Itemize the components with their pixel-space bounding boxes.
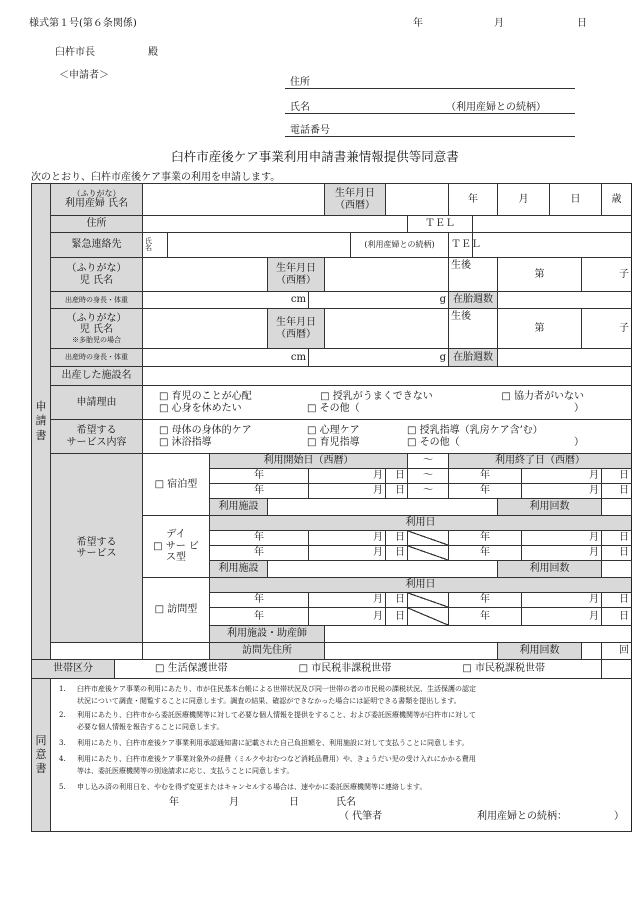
reason-no-helper-checkbox[interactable]: □ 協力者がいない: [501, 391, 584, 402]
form-number: 様式第１号(第６条関係): [29, 18, 137, 29]
day-month-2[interactable]: 月: [522, 531, 602, 546]
address-field[interactable]: [143, 216, 408, 233]
consent-section: [51, 679, 632, 832]
visit-month-4[interactable]: 月: [522, 608, 602, 626]
visit-day-4[interactable]: 日: [602, 608, 632, 626]
header-date-day: 日: [577, 18, 587, 29]
gestation-weeks-label-2: 在胎週数: [449, 349, 498, 367]
visit-day-1[interactable]: 日: [386, 593, 408, 608]
stay-count-label: 利用回数: [498, 499, 602, 516]
visit-month-2[interactable]: 月: [522, 593, 602, 608]
birth-facility-label: 出産した施設名: [51, 367, 143, 386]
reason-rest-checkbox[interactable]: □ 心身を休めたい: [159, 402, 242, 414]
day-count-label: 利用回数: [498, 561, 602, 578]
visit-count-field[interactable]: [582, 643, 602, 660]
day-day-1[interactable]: 日: [386, 531, 408, 546]
child-birthdate-field[interactable]: [325, 258, 449, 292]
day-use-date-header: 利用日: [210, 516, 632, 531]
visit-use-date-header: 利用日: [210, 578, 632, 593]
desired-content-options: [143, 420, 632, 454]
gestation-weeks-field[interactable]: [498, 292, 632, 309]
visit-spacer: [51, 643, 143, 660]
day-year-2[interactable]: 年: [449, 531, 522, 546]
visit-facility-field[interactable]: [325, 626, 632, 643]
day-count-field[interactable]: [602, 561, 632, 578]
consent-item-2: 2. 利用にあたり、臼杵市から委託医療機関等に対して必要な個人情報を提供をすること、および委託医療機関等が臼杵市に対して 必要な個人情報を報告することに同意します。: [59, 711, 476, 731]
stay-facility-field[interactable]: [268, 499, 498, 516]
applicant-phone-label: 電話番号: [290, 125, 330, 136]
sign-day[interactable]: 日: [289, 797, 299, 808]
stay-facility-label: 利用施設: [210, 499, 268, 516]
applicant-address-label: 住所: [290, 77, 310, 88]
consent-item-5: 5. 申し込み済の利用日を、やむを得ず変更またはキャンセルする場合は、速やかに委託医療機関等に連絡します。: [59, 783, 427, 791]
day-divider-2: [408, 546, 449, 561]
stay-end-day-1[interactable]: 日: [602, 469, 632, 484]
child-ordinal[interactable]: 第: [498, 258, 582, 292]
child-birthdate-label: 生年月日 （西暦）: [268, 258, 325, 292]
birth-facility-field[interactable]: [143, 367, 632, 386]
visit-address-label: 訪問先住所: [210, 643, 325, 660]
stay-count-field[interactable]: [602, 499, 632, 516]
stay-tilde-1: ～: [408, 469, 449, 484]
visit-month-1[interactable]: 月: [309, 593, 386, 608]
birth-height-field[interactable]: cm: [143, 292, 309, 309]
child-postnatal-label: 生後: [449, 258, 498, 292]
application-form-table: [31, 183, 632, 832]
stay-end-date-header: 利用終了日（西暦）: [449, 454, 632, 469]
stay-end-month-1[interactable]: 月: [522, 469, 602, 484]
visit-divider-1: [408, 593, 449, 608]
mother-name-label: （ふりがな） 利用産婦 氏名: [51, 184, 143, 216]
applicant-address-line: [285, 88, 575, 89]
reason-breastfeeding-checkbox[interactable]: □ 授乳がうまくできない: [320, 391, 433, 402]
desired-service-label: 希望する サービス: [51, 454, 143, 643]
consent-item-1: 1. 臼杵市産後ケア事業の利用にあたり、市が住民基本台帳による世帯状況及び同一世帯の者の市民税の課税状況、生活保護の認定 状況について調査・閲覧することに同意します。調査の結果、確認ができなかった場合には証明できる書類を提出します。: [59, 685, 476, 705]
visit-count-spacer: [143, 643, 210, 660]
birth-size-label: 出産時の身長・体重: [51, 292, 143, 309]
header-date-year: 年: [413, 18, 423, 29]
applicant-phone-line: [285, 136, 575, 137]
tel-label: ＴＥＬ: [408, 216, 473, 233]
child2-birthdate-label: 生年月日 （西暦）: [268, 309, 325, 349]
stay-start-day-2[interactable]: 日: [386, 484, 408, 499]
applicant-label: ＜申請者＞: [59, 70, 109, 81]
visit-day-3[interactable]: 日: [386, 608, 408, 626]
birth-size-label-2: 出産時の身長・体重: [51, 349, 143, 367]
intro-text: 次のとおり、臼杵市産後ケア事業の利用を申請します。: [31, 172, 281, 183]
stay-type-checkbox[interactable]: □ 宿泊型: [143, 454, 210, 516]
child-name-field[interactable]: [143, 258, 268, 292]
day-year-3[interactable]: 年: [210, 546, 309, 561]
mother-birth-day[interactable]: 日: [550, 184, 602, 216]
reason-worried-checkbox[interactable]: □ 育児のことが心配: [159, 391, 252, 402]
stay-end-year-2[interactable]: 年: [449, 484, 522, 499]
day-month-1[interactable]: 月: [309, 531, 386, 546]
visit-facility-label: 利用施設・助産師: [210, 626, 325, 643]
visit-day-2[interactable]: 日: [602, 593, 632, 608]
stay-tilde-2: ～: [408, 484, 449, 499]
day-year-1[interactable]: 年: [210, 531, 309, 546]
content-physical-checkbox[interactable]: □ 母体の身体的ケア: [159, 425, 252, 436]
addressee: 臼杵市長: [55, 47, 95, 58]
sign-year[interactable]: 年: [169, 797, 179, 808]
gestation-weeks-label: 在胎週数: [449, 292, 498, 309]
reason-other-checkbox[interactable]: □ その他（: [307, 402, 360, 414]
stay-start-day-1[interactable]: 日: [386, 469, 408, 484]
day-year-4[interactable]: 年: [449, 546, 522, 561]
sign-month[interactable]: 月: [229, 797, 239, 808]
child-name-label: （ふりがな） 児 氏名: [51, 258, 143, 292]
applicant-name-line: [285, 113, 575, 114]
proxy-label: （ 代筆者: [339, 811, 383, 822]
address-label: 住所: [51, 216, 143, 233]
emergency-name-label: 氏 名: [143, 233, 168, 258]
visit-month-3[interactable]: 月: [309, 608, 386, 626]
child2-name-label: （ふりがな） 児 氏名 ※多胎児の場合: [51, 309, 143, 349]
day-day-2[interactable]: 日: [602, 531, 632, 546]
household-taxable-checkbox[interactable]: □ 市民税課税世帯: [462, 663, 545, 675]
household-nontaxable-checkbox[interactable]: □ 市民税非課税世帯: [298, 663, 392, 675]
side-label-apply: 申 請 書: [32, 184, 51, 660]
stay-end-month-2[interactable]: 月: [522, 484, 602, 499]
birth-height-field-2[interactable]: cm: [143, 349, 309, 367]
mother-birthdate-label: 生年月日 （西暦）: [325, 184, 386, 216]
applicant-name-label: 氏名: [290, 102, 310, 113]
proxy-close: ）: [614, 811, 624, 822]
day-month-3[interactable]: 月: [309, 546, 386, 561]
stay-end-day-2[interactable]: 日: [602, 484, 632, 499]
household-options: [115, 660, 602, 679]
mother-age[interactable]: 歳: [602, 184, 632, 216]
emergency-relation-label: (利用産婦との続柄): [351, 233, 449, 258]
mother-birth-year[interactable]: 年: [449, 184, 498, 216]
child-ordinal-unit: 子: [582, 258, 632, 292]
stay-start-month-2[interactable]: 月: [309, 484, 386, 499]
content-other-checkbox[interactable]: □ その他（: [407, 436, 460, 448]
birth-weight-field[interactable]: g: [309, 292, 449, 309]
reason-label: 申請理由: [51, 386, 143, 420]
consent-item-3: 3. 利用にあたり、臼杵市産後ケア事業利用承認通知書に記載された自己負担額を、利用施設に対して支払うことに同意します。: [59, 739, 469, 747]
household-welfare-checkbox[interactable]: □ 生活保護世帯: [155, 663, 228, 675]
day-day-3[interactable]: 日: [386, 546, 408, 561]
day-divider-1: [408, 531, 449, 546]
visit-count-unit: 回: [602, 643, 632, 660]
visit-year-4[interactable]: 年: [449, 608, 522, 626]
gestation-weeks-field-2[interactable]: [498, 349, 632, 367]
content-bathing-checkbox[interactable]: □ 沐浴指導: [159, 436, 212, 448]
visit-type-checkbox[interactable]: □ 訪問型: [143, 578, 210, 643]
visit-divider-2: [408, 608, 449, 626]
stay-start-date-header: 利用開始日（西暦）: [210, 454, 408, 469]
child2-ordinal-unit: 子: [582, 309, 632, 349]
stay-start-month-1[interactable]: 月: [309, 469, 386, 484]
emergency-contact-label: 緊急連絡先: [51, 233, 143, 258]
proxy-relation-label: 利用産婦との続柄：: [477, 811, 567, 822]
mother-birth-month[interactable]: 月: [498, 184, 550, 216]
stay-start-year-2[interactable]: 年: [210, 484, 309, 499]
household-label: 世帯区分: [32, 660, 115, 679]
visit-year-3[interactable]: 年: [210, 608, 309, 626]
child2-postnatal-label: 生後: [449, 309, 498, 349]
child2-birthdate-field[interactable]: [325, 309, 449, 349]
addressee-honorific: 殿: [148, 47, 158, 58]
reason-options: [143, 386, 632, 420]
side-label-consent: 同 意 書: [32, 679, 51, 832]
visit-year-1[interactable]: 年: [210, 593, 309, 608]
content-breastfeeding-checkbox[interactable]: □ 授乳指導（乳房ケア含’む）: [407, 425, 543, 436]
sign-name-label: 氏名: [336, 797, 356, 808]
day-facility-label: 利用施設: [210, 561, 268, 578]
header-date-month: 月: [494, 18, 504, 29]
document-title: 臼杵市産後ケア事業利用申請書兼情報提供等同意書: [171, 149, 459, 164]
day-day-4[interactable]: 日: [602, 546, 632, 561]
desired-content-label: 希望する サービス内容: [51, 420, 143, 454]
visit-count-label: 利用回数: [498, 643, 582, 660]
emergency-name-field[interactable]: [168, 233, 351, 258]
visit-address-field[interactable]: [325, 643, 498, 660]
day-month-4[interactable]: 月: [522, 546, 602, 561]
applicant-relation-label: （利用産婦との続柄）: [446, 102, 546, 113]
emergency-tel-field[interactable]: [473, 233, 632, 258]
stay-tilde-header: ～: [408, 454, 449, 469]
child2-name-field[interactable]: [143, 309, 268, 349]
mother-name-field[interactable]: [143, 184, 325, 216]
consent-item-4: 4. 利用にあたり、臼杵市産後ケア事業対象外の経費（ミルクやおむつなど消耗品費用）や、きょうだい児の受け入れにかかる費用 等は、委託医療機関等の別途請求に応じ、支払うことに同意します。: [59, 755, 476, 775]
birth-weight-field-2[interactable]: g: [309, 349, 449, 367]
reason-other-close: ）: [574, 402, 584, 414]
visit-year-2[interactable]: 年: [449, 593, 522, 608]
content-mental-checkbox[interactable]: □ 心理ケア: [307, 425, 360, 436]
emergency-tel-label: ＴＥＬ: [449, 233, 473, 258]
stay-start-year-1[interactable]: 年: [210, 469, 309, 484]
day-facility-field[interactable]: [268, 561, 498, 578]
tel-field[interactable]: [473, 216, 632, 233]
mother-birthdate-spacer: [386, 184, 449, 216]
child2-ordinal[interactable]: 第: [498, 309, 582, 349]
content-other-close: ）: [574, 436, 584, 448]
stay-end-year-1[interactable]: 年: [449, 469, 522, 484]
day-type-checkbox[interactable]: デイ □ サー ビ ス型: [143, 516, 210, 578]
content-childcare-checkbox[interactable]: □ 育児指導: [307, 436, 360, 448]
